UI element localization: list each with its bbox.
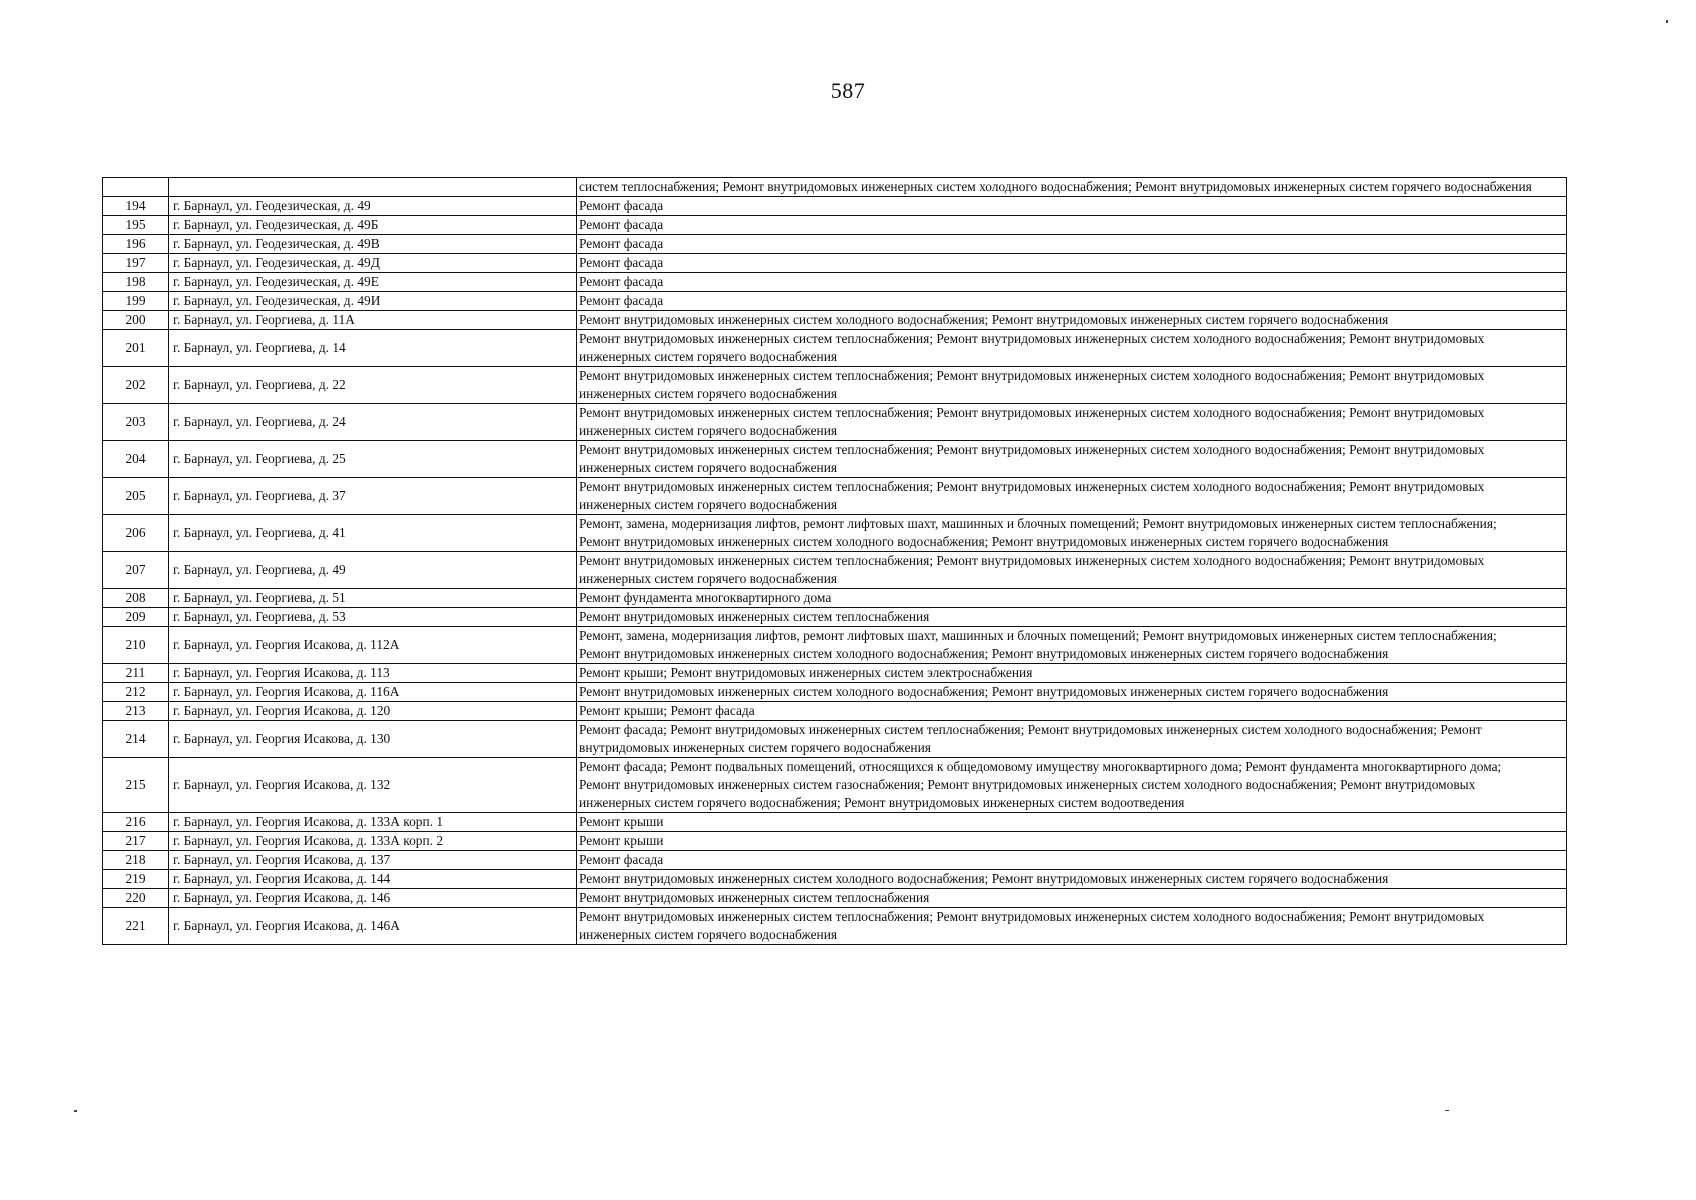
row-number-cell: 215 (103, 758, 169, 813)
address-cell: г. Барнаул, ул. Георгиева, д. 53 (169, 608, 577, 627)
address-cell: г. Барнаул, ул. Георгиева, д. 41 (169, 515, 577, 552)
row-number-cell: 207 (103, 552, 169, 589)
table-row (103, 721, 1567, 758)
table-row (103, 292, 1567, 311)
address-cell: г. Барнаул, ул. Геодезическая, д. 49 (169, 197, 577, 216)
address-cell: г. Барнаул, ул. Георгия Исакова, д. 120 (169, 702, 577, 721)
table-row (103, 441, 1567, 478)
row-number-cell: 217 (103, 832, 169, 851)
address-cell: г. Барнаул, ул. Георгиева, д. 25 (169, 441, 577, 478)
table-row (103, 683, 1567, 702)
address-cell: г. Барнаул, ул. Георгиева, д. 51 (169, 589, 577, 608)
scan-speck (1666, 20, 1668, 23)
address-cell: г. Барнаул, ул. Геодезическая, д. 49Е (169, 273, 577, 292)
row-number-cell: 201 (103, 330, 169, 367)
table-row (103, 197, 1567, 216)
address-cell: г. Барнаул, ул. Георгия Исакова, д. 137 (169, 851, 577, 870)
row-number-cell: 204 (103, 441, 169, 478)
works-cell: Ремонт, замена, модернизация лифтов, ремонт лифтовых шахт, машинных и блочных помещений; Ремонт внутридомовых инженерных систем теплоснабжения; Ремонт внутридомовых инженерных систем холодного водоснабжения; Ремонт внутридомовых инженерных систем горячего водоснабжения (577, 515, 1567, 552)
row-number-cell: 206 (103, 515, 169, 552)
page-number: 587 (830, 78, 866, 103)
address-cell: г. Барнаул, ул. Георгия Исакова, д. 146 (169, 889, 577, 908)
works-cell: Ремонт внутридомовых инженерных систем теплоснабжения; Ремонт внутридомовых инженерных систем холодного водоснабжения; Ремонт внутридомовых инженерных систем горячего водоснабжения (577, 441, 1567, 478)
address-cell: г. Барнаул, ул. Георгия Исакова, д. 144 (169, 870, 577, 889)
row-number-cell: 220 (103, 889, 169, 908)
address-cell: г. Барнаул, ул. Георгия Исакова, д. 113 (169, 664, 577, 683)
table-row (103, 889, 1567, 908)
row-number-cell: 219 (103, 870, 169, 889)
row-number-cell: 198 (103, 273, 169, 292)
table-row (103, 608, 1567, 627)
table-row (103, 832, 1567, 851)
address-cell: г. Барнаул, ул. Георгия Исакова, д. 132 (169, 758, 577, 813)
works-cell: Ремонт фасада (577, 851, 1567, 870)
works-cell: Ремонт фасада (577, 254, 1567, 273)
row-number-cell: 211 (103, 664, 169, 683)
row-number-cell: 195 (103, 216, 169, 235)
works-cell: систем теплоснабжения; Ремонт внутридомовых инженерных систем холодного водоснабжения; Ремонт внутридомовых инженерных систем горячего водоснабжения (577, 178, 1567, 197)
address-cell: г. Барнаул, ул. Георгия Исакова, д. 133А корп. 1 (169, 813, 577, 832)
works-cell: Ремонт внутридомовых инженерных систем теплоснабжения; Ремонт внутридомовых инженерных систем холодного водоснабжения; Ремонт внутридомовых инженерных систем горячего водоснабжения (577, 478, 1567, 515)
address-cell: г. Барнаул, ул. Георгиева, д. 22 (169, 367, 577, 404)
row-number-cell: 214 (103, 721, 169, 758)
address-cell: г. Барнаул, ул. Геодезическая, д. 49Д (169, 254, 577, 273)
works-cell: Ремонт фасада (577, 273, 1567, 292)
works-cell: Ремонт внутридомовых инженерных систем теплоснабжения; Ремонт внутридомовых инженерных систем холодного водоснабжения; Ремонт внутридомовых инженерных систем горячего водоснабжения (577, 404, 1567, 441)
table-row (103, 589, 1567, 608)
address-cell: г. Барнаул, ул. Георгия Исакова, д. 130 (169, 721, 577, 758)
table-row (103, 813, 1567, 832)
scan-speck (74, 1110, 77, 1112)
table-row (103, 758, 1567, 813)
row-number-cell: 202 (103, 367, 169, 404)
address-cell: г. Барнаул, ул. Георгия Исакова, д. 146А (169, 908, 577, 945)
address-cell: г. Барнаул, ул. Георгиева, д. 14 (169, 330, 577, 367)
table-row (103, 870, 1567, 889)
row-number-cell: 209 (103, 608, 169, 627)
table-row (103, 367, 1567, 404)
table-row (103, 311, 1567, 330)
table-row (103, 273, 1567, 292)
works-cell: Ремонт внутридомовых инженерных систем теплоснабжения; Ремонт внутридомовых инженерных систем холодного водоснабжения; Ремонт внутридомовых инженерных систем горячего водоснабжения (577, 552, 1567, 589)
works-cell: Ремонт фасада; Ремонт подвальных помещений, относящихся к общедомовому имуществу многоквартирного дома; Ремонт фундамента многоквартирного дома; Ремонт внутридомовых инженерных систем газоснабжения; Ремонт внутридомовых инженерных систем холодного водоснабжения; Ремонт внутридомовых инженерных систем горячего водоснабжения; Ремонт внутридомовых инженерных систем водоотведения (577, 758, 1567, 813)
table-row (103, 478, 1567, 515)
works-cell: Ремонт внутридомовых инженерных систем теплоснабжения; Ремонт внутридомовых инженерных систем холодного водоснабжения; Ремонт внутридомовых инженерных систем горячего водоснабжения (577, 908, 1567, 945)
works-cell: Ремонт внутридомовых инженерных систем теплоснабжения; Ремонт внутридомовых инженерных систем холодного водоснабжения; Ремонт внутридомовых инженерных систем горячего водоснабжения (577, 367, 1567, 404)
row-number-cell: 194 (103, 197, 169, 216)
table-body (103, 178, 1567, 945)
row-number-cell: 208 (103, 589, 169, 608)
table-row (103, 851, 1567, 870)
address-cell: г. Барнаул, ул. Геодезическая, д. 49Б (169, 216, 577, 235)
table-row (103, 178, 1567, 197)
table-row (103, 552, 1567, 589)
row-number-cell: 210 (103, 627, 169, 664)
row-number-cell: 196 (103, 235, 169, 254)
works-cell: Ремонт внутридомовых инженерных систем холодного водоснабжения; Ремонт внутридомовых инженерных систем горячего водоснабжения (577, 311, 1567, 330)
address-cell: г. Барнаул, ул. Георгиева, д. 11А (169, 311, 577, 330)
works-cell: Ремонт крыши (577, 813, 1567, 832)
works-cell: Ремонт крыши (577, 832, 1567, 851)
address-cell: г. Барнаул, ул. Георгиева, д. 37 (169, 478, 577, 515)
row-number-cell: 221 (103, 908, 169, 945)
works-cell: Ремонт крыши; Ремонт внутридомовых инженерных систем электроснабжения (577, 664, 1567, 683)
table-row (103, 330, 1567, 367)
scan-speck (1445, 1110, 1449, 1111)
works-cell: Ремонт, замена, модернизация лифтов, ремонт лифтовых шахт, машинных и блочных помещений; Ремонт внутридомовых инженерных систем теплоснабжения; Ремонт внутридомовых инженерных систем холодного водоснабжения; Ремонт внутридомовых инженерных систем горячего водоснабжения (577, 627, 1567, 664)
table-row (103, 404, 1567, 441)
works-cell: Ремонт фасада (577, 235, 1567, 254)
row-number-cell: 212 (103, 683, 169, 702)
address-cell: г. Барнаул, ул. Георгиева, д. 24 (169, 404, 577, 441)
table-row (103, 216, 1567, 235)
address-cell: г. Барнаул, ул. Георгия Исакова, д. 116А (169, 683, 577, 702)
repair-works-table (102, 177, 1567, 945)
works-cell: Ремонт фасада (577, 216, 1567, 235)
works-cell: Ремонт крыши; Ремонт фасада (577, 702, 1567, 721)
address-cell: г. Барнаул, ул. Геодезическая, д. 49В (169, 235, 577, 254)
row-number-cell: 205 (103, 478, 169, 515)
table-row (103, 235, 1567, 254)
row-number-cell: 213 (103, 702, 169, 721)
works-cell: Ремонт фундамента многоквартирного дома (577, 589, 1567, 608)
row-number-cell: 199 (103, 292, 169, 311)
address-cell: г. Барнаул, ул. Георгия Исакова, д. 133А корп. 2 (169, 832, 577, 851)
table-row (103, 702, 1567, 721)
address-cell: г. Барнаул, ул. Георгия Исакова, д. 112А (169, 627, 577, 664)
works-cell: Ремонт внутридомовых инженерных систем теплоснабжения (577, 889, 1567, 908)
address-cell: г. Барнаул, ул. Георгиева, д. 49 (169, 552, 577, 589)
works-cell: Ремонт фасада; Ремонт внутридомовых инженерных систем теплоснабжения; Ремонт внутридомовых инженерных систем холодного водоснабжения; Ремонт внутридомовых инженерных систем горячего водоснабжения (577, 721, 1567, 758)
address-cell: г. Барнаул, ул. Геодезическая, д. 49И (169, 292, 577, 311)
row-number-cell (103, 178, 169, 197)
row-number-cell: 200 (103, 311, 169, 330)
works-cell: Ремонт фасада (577, 197, 1567, 216)
row-number-cell: 197 (103, 254, 169, 273)
row-number-cell: 218 (103, 851, 169, 870)
works-cell: Ремонт внутридомовых инженерных систем теплоснабжения; Ремонт внутридомовых инженерных систем холодного водоснабжения; Ремонт внутридомовых инженерных систем горячего водоснабжения (577, 330, 1567, 367)
address-cell (169, 178, 577, 197)
table-row (103, 254, 1567, 273)
works-cell: Ремонт внутридомовых инженерных систем холодного водоснабжения; Ремонт внутридомовых инженерных систем горячего водоснабжения (577, 870, 1567, 889)
table-row (103, 908, 1567, 945)
row-number-cell: 216 (103, 813, 169, 832)
works-cell: Ремонт внутридомовых инженерных систем теплоснабжения (577, 608, 1567, 627)
table-row (103, 515, 1567, 552)
row-number-cell: 203 (103, 404, 169, 441)
works-cell: Ремонт фасада (577, 292, 1567, 311)
works-cell: Ремонт внутридомовых инженерных систем холодного водоснабжения; Ремонт внутридомовых инженерных систем горячего водоснабжения (577, 683, 1567, 702)
table-row (103, 664, 1567, 683)
table-row (103, 627, 1567, 664)
